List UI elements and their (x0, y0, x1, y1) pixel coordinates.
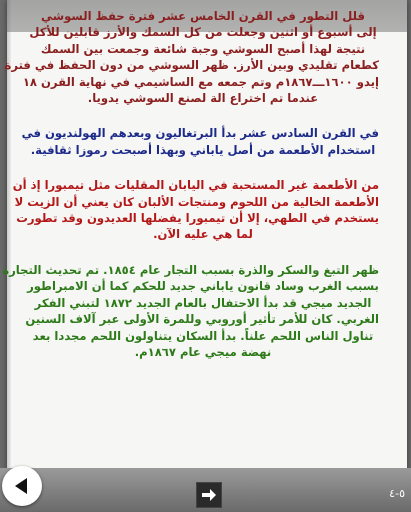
text-line: ظهر التبغ والسكر والذرة بسبب التجار عام ١٨٥٤. تم تحديث التجارة (2, 262, 379, 277)
text-line: إيدو ١٦٠٠ـــ١٨٦٧م وتم جمعه مع الساشيمي في نهاية القرن ١٨ (22, 74, 379, 89)
page-text (2, 8, 379, 379)
text-line: تناول الناس اللحم علناً. بدأ السكان يتناولون اللحم مجددا بعد (32, 328, 374, 343)
text-line: يستخدم في الطهي، إلا أن تيمبورا يفضلها العديدون وقد تطورت (16, 211, 379, 226)
next-page-button[interactable] (196, 482, 222, 508)
text-line: لما هي عليه الآن. (153, 227, 253, 242)
text-line: الجديد ميجي قد بدأ الاحتفال بالعام الجديد ١٨٧٢ لتبني الفكر (34, 295, 372, 310)
paragraph-3 (12, 177, 379, 243)
book-page (2, 0, 407, 512)
page-indicator: ٥-٤ (389, 487, 405, 500)
text-line: كطعام تقليدي وبين الأرز. ظهر السوشي من دون الحفظ في فترة (4, 58, 379, 73)
text-line: استخدام الأطعمة من أصل ياباني وبهذا أصبحت رموزا ثقافية. (30, 142, 376, 157)
text-line: الغربي. كان للأمر تأثير أوروبي وللمرة الأولى عبر آلاف السنين (25, 312, 379, 327)
arrow-right-icon (201, 488, 217, 502)
text-line: إلى أسبوع أو اثنين وجعلت من كل السمك والأرز قابلين للأكل (29, 25, 377, 40)
text-line: بسبب الغرب وساد قانون ياباني جديد للحكم كما أن الامبراطور (27, 279, 379, 294)
play-left-icon (11, 475, 33, 497)
text-line: عندما تم اختراع الة لصنع السوشي يدويا. (87, 91, 319, 106)
text-line: من الأطعمة غير المستحبة في اليابان المقليات مثل تيمبورا إذ أن (12, 178, 379, 193)
text-line: الأطعمة الخالية من اللحوم ومنتجات الألبان كان يعني أن الزيت لا (14, 194, 379, 209)
text-line: قلل التطور في القرن الخامس عشر فترة حفظ السوشي (41, 9, 365, 23)
page-spine (7, 0, 11, 512)
watermark (70, 478, 300, 504)
text-line: نهضة ميجي عام ١٨٦٧م. (134, 344, 272, 359)
paragraph-1 (4, 8, 379, 106)
paragraph-4 (2, 262, 379, 360)
previous-page-button[interactable] (2, 466, 42, 506)
paragraph-2 (21, 125, 379, 158)
text-line: في القرن السادس عشر بدأ البرتغاليون وبعدهم الهولنديون في (21, 126, 379, 141)
text-line: نتيجة لهذا أصبح السوشي وجبة شائعة وجمعت بين السمك (40, 41, 366, 56)
